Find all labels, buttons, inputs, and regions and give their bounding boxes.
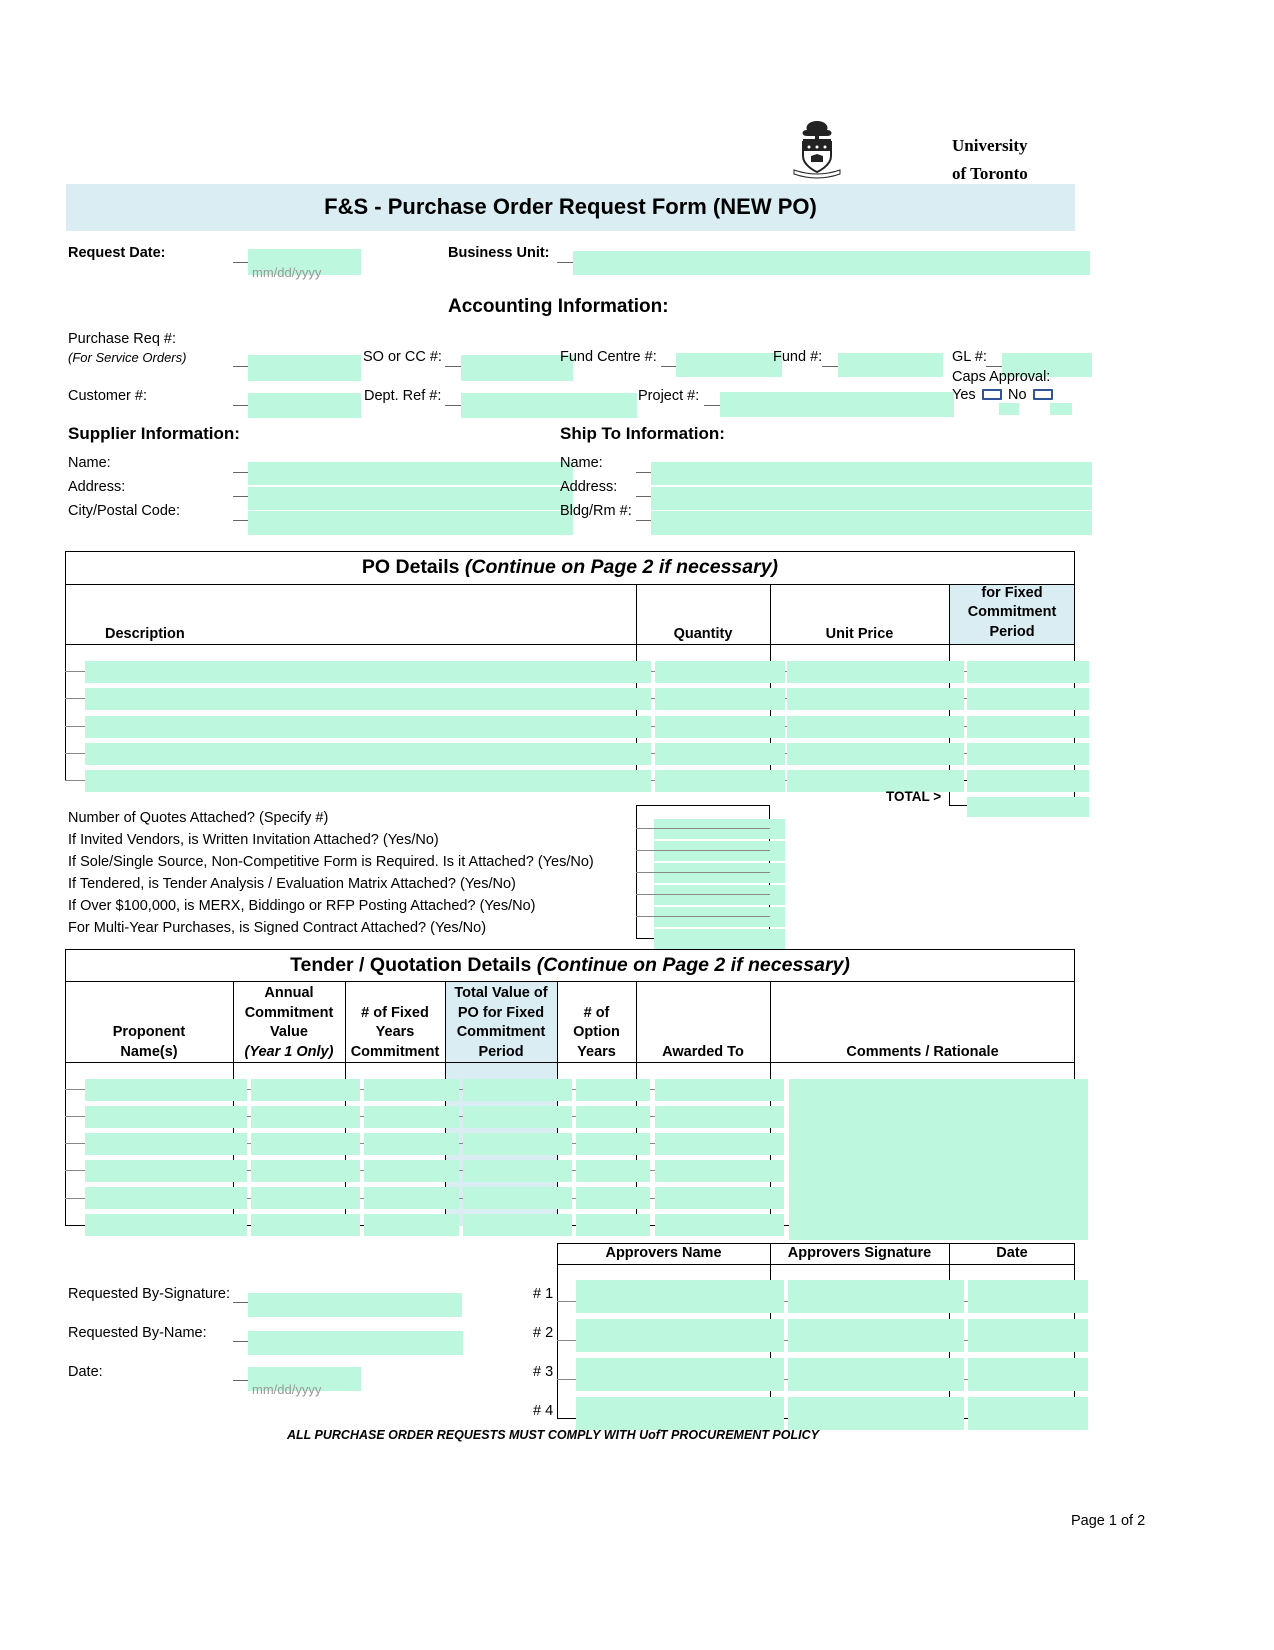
- approver-name-field-1[interactable]: [576, 1280, 784, 1313]
- tender-awarded-field-3[interactable]: [655, 1133, 784, 1155]
- approver-date-field-3[interactable]: [968, 1358, 1088, 1391]
- requested-date-label: Date:: [68, 1364, 103, 1380]
- business-unit-field[interactable]: [573, 251, 1090, 275]
- caps-approval-label: Caps Approval:: [952, 369, 1051, 385]
- tender-col-fixed-l2: Years: [375, 1024, 415, 1040]
- ship-bldg-label: Bldg/Rm #:: [560, 503, 632, 519]
- po-quantity-field-3[interactable]: [655, 716, 785, 738]
- tender-awarded-field-2[interactable]: [655, 1106, 784, 1128]
- po-fixed-commitment-field-4[interactable]: [967, 743, 1089, 765]
- so-cc-label: SO or CC #:: [363, 349, 442, 365]
- po-quantity-field-1[interactable]: [655, 661, 785, 683]
- approver-row-label-4: # 4: [533, 1403, 554, 1419]
- po-unit-price-field-2[interactable]: [787, 688, 964, 710]
- page-number: Page 1 of 2: [1071, 1513, 1146, 1529]
- tender-col-total: [445, 981, 557, 1062]
- tender-fixed-years-field-4[interactable]: [364, 1160, 459, 1182]
- tender-comments-field[interactable]: [789, 1079, 1088, 1240]
- tender-option-years-field-2[interactable]: [576, 1106, 650, 1128]
- tender-fixed-years-field-5[interactable]: [364, 1187, 459, 1209]
- tender-awarded-field-4[interactable]: [655, 1160, 784, 1182]
- ship-address-label: Address:: [560, 479, 618, 495]
- approvers-signature-header: Approvers Signature: [787, 1244, 932, 1261]
- ship-bldg-field[interactable]: [651, 511, 1092, 535]
- caps-no-label: No: [1008, 387, 1027, 403]
- tender-awarded-field-6[interactable]: [655, 1214, 784, 1236]
- fund-centre-label: Fund Centre #:: [560, 349, 657, 365]
- fund-centre-field[interactable]: [676, 353, 782, 377]
- po-unit-price-field-3[interactable]: [787, 716, 964, 738]
- question-5: If Over $100,000, is MERX, Biddingo or RFP Posting Attached? (Yes/No): [68, 898, 536, 914]
- po-quantity-field-2[interactable]: [655, 688, 785, 710]
- tender-proponent-field-1[interactable]: [85, 1079, 247, 1101]
- po-description-field-2[interactable]: [85, 688, 651, 710]
- question-answer-4[interactable]: [654, 885, 785, 905]
- customer-label: Customer #:: [68, 388, 147, 404]
- question-1: Number of Quotes Attached? (Specify #): [68, 810, 329, 826]
- tender-annual-field-3[interactable]: [251, 1133, 360, 1155]
- tender-fixed-years-field-2[interactable]: [364, 1106, 459, 1128]
- approver-signature-field-1[interactable]: [788, 1280, 964, 1313]
- caps-no-fill: [1050, 403, 1072, 415]
- tender-col-fixed-l3: Commitment: [350, 1043, 440, 1060]
- supplier-address-label: Address:: [68, 479, 126, 495]
- tender-proponent-field-5[interactable]: [85, 1187, 247, 1209]
- tender-total-value-field-3[interactable]: [463, 1133, 572, 1155]
- tender-total-value-field-6[interactable]: [463, 1214, 572, 1236]
- tender-annual-field-1[interactable]: [251, 1079, 360, 1101]
- approver-name-field-3[interactable]: [576, 1358, 784, 1391]
- tender-annual-field-2[interactable]: [251, 1106, 360, 1128]
- tender-col-total-l3: Commitment: [456, 1024, 546, 1040]
- question-answer-5[interactable]: [654, 907, 785, 927]
- approver-date-field-4[interactable]: [968, 1397, 1088, 1430]
- supplier-address-field[interactable]: [248, 487, 573, 510]
- approver-signature-field-4[interactable]: [788, 1397, 964, 1430]
- caps-yes-checkbox[interactable]: [982, 389, 1002, 400]
- requested-date-placeholder: mm/dd/yyyy: [252, 1382, 322, 1397]
- dept-ref-field[interactable]: [461, 393, 637, 418]
- tender-option-years-field-3[interactable]: [576, 1133, 650, 1155]
- approver-name-field-2[interactable]: [576, 1319, 784, 1352]
- po-details-title-main: PO Details: [361, 556, 465, 578]
- project-field[interactable]: [720, 392, 954, 417]
- question-answer-6[interactable]: [654, 929, 785, 949]
- po-details-title: [65, 556, 1075, 579]
- project-label: Project #:: [638, 388, 700, 404]
- purchase-req-field[interactable]: [248, 355, 361, 381]
- ship-name-field[interactable]: [651, 462, 1092, 485]
- approver-signature-field-2[interactable]: [788, 1319, 964, 1352]
- business-unit-label: Business Unit:: [448, 245, 550, 261]
- so-cc-field[interactable]: [461, 355, 573, 381]
- tender-col-annual-l4: (Year 1 Only): [244, 1043, 334, 1060]
- po-total-field[interactable]: [967, 797, 1089, 817]
- page-title: F&S - Purchase Order Request Form (NEW PO): [324, 194, 817, 219]
- tender-awarded-field-5[interactable]: [655, 1187, 784, 1209]
- po-fixed-commitment-field-3[interactable]: [967, 716, 1089, 738]
- requested-signature-field[interactable]: [248, 1293, 462, 1317]
- po-unit-price-field-1[interactable]: [787, 661, 964, 683]
- dept-ref-label: Dept. Ref #:: [364, 388, 442, 404]
- fund-label: Fund #:: [773, 349, 823, 365]
- request-date-placeholder: mm/dd/yyyy: [252, 265, 322, 280]
- tender-col-option: [557, 981, 636, 1062]
- po-description-field-1[interactable]: [85, 661, 651, 683]
- tender-option-years-field-5[interactable]: [576, 1187, 650, 1209]
- approver-row-label-2: # 2: [533, 1325, 554, 1341]
- purchase-req-note: (For Service Orders): [68, 350, 187, 365]
- tender-annual-field-5[interactable]: [251, 1187, 360, 1209]
- tender-fixed-years-field-6[interactable]: [364, 1214, 459, 1236]
- po-fixed-commitment-field-5[interactable]: [967, 770, 1089, 792]
- tender-col-annual: [233, 981, 345, 1062]
- tender-col-fixed-l1: # of Fixed: [361, 1004, 429, 1021]
- question-3: If Sole/Single Source, Non-Competitive Form is Required. Is it Attached? (Yes/No): [68, 854, 594, 870]
- tender-col-proponent: [65, 981, 233, 1062]
- tender-proponent-field-2[interactable]: [85, 1106, 247, 1128]
- tender-fixed-years-field-1[interactable]: [364, 1079, 459, 1101]
- requested-name-label: Requested By-Name:: [68, 1325, 207, 1341]
- po-unit-price-field-4[interactable]: [787, 743, 964, 765]
- po-fixed-commitment-field-2[interactable]: [967, 688, 1089, 710]
- tender-col-awarded: Awarded To: [662, 1043, 744, 1060]
- ship-address-field[interactable]: [651, 487, 1092, 510]
- tender-option-years-field-1[interactable]: [576, 1079, 650, 1101]
- purchase-req-label: Purchase Req #:: [68, 331, 177, 347]
- gl-label: GL #:: [952, 349, 987, 365]
- approver-date-field-1[interactable]: [968, 1280, 1088, 1313]
- ship-to-heading: Ship To Information:: [560, 424, 725, 443]
- question-6: For Multi-Year Purchases, is Signed Contract Attached? (Yes/No): [68, 920, 487, 936]
- approvers-date-header: Date: [996, 1244, 1028, 1261]
- tender-title-note: (Continue on Page 2 if necessary): [536, 954, 850, 976]
- approvers-name-header: Approvers Name: [605, 1244, 722, 1261]
- caps-yes-label: Yes: [952, 387, 976, 403]
- approver-row-label-1: # 1: [533, 1286, 554, 1302]
- policy-note: ALL PURCHASE ORDER REQUESTS MUST COMPLY WITH UofT PROCUREMENT POLICY: [287, 1428, 819, 1442]
- tender-col-option-l1: # of: [583, 1004, 610, 1021]
- approver-date-field-2[interactable]: [968, 1319, 1088, 1352]
- university-crest-icon: [789, 118, 845, 182]
- tender-col-total-l1: Total Value of: [454, 985, 548, 1001]
- tender-proponent-field-6[interactable]: [85, 1214, 247, 1236]
- po-col-description: Description: [105, 625, 185, 642]
- po-quantity-field-4[interactable]: [655, 743, 785, 765]
- question-answer-1[interactable]: [654, 819, 785, 839]
- tender-title-main: Tender / Quotation Details: [290, 954, 537, 976]
- po-details-title-note: (Continue on Page 2 if necessary): [464, 556, 779, 578]
- tender-col-fixed: [345, 981, 445, 1062]
- tender-col-total-l4: Period: [478, 1043, 524, 1060]
- tender-col-option-l2: Option: [573, 1024, 620, 1040]
- approver-signature-field-3[interactable]: [788, 1358, 964, 1391]
- question-2: If Invited Vendors, is Written Invitation Attached? (Yes/No): [68, 832, 439, 848]
- approver-row-label-3: # 3: [533, 1364, 554, 1380]
- po-description-field-5[interactable]: [85, 770, 651, 792]
- po-quantity-field-5[interactable]: [655, 770, 785, 792]
- tender-annual-field-4[interactable]: [251, 1160, 360, 1182]
- supplier-city-label: City/Postal Code:: [68, 503, 181, 519]
- tender-col-annual-l2: Commitment: [244, 1004, 334, 1021]
- tender-col-option-l3: Years: [577, 1043, 616, 1060]
- tender-annual-field-6[interactable]: [251, 1214, 360, 1236]
- supplier-city-field[interactable]: [248, 511, 573, 535]
- tender-total-value-field-5[interactable]: [463, 1187, 572, 1209]
- customer-field[interactable]: [248, 393, 361, 418]
- tender-col-annual-l3: Value: [270, 1024, 308, 1040]
- ship-name-label: Name:: [560, 455, 603, 471]
- tender-option-years-field-6[interactable]: [576, 1214, 650, 1236]
- supplier-name-label: Name:: [68, 455, 111, 471]
- po-description-field-4[interactable]: [85, 743, 651, 765]
- supplier-name-field[interactable]: [248, 462, 573, 485]
- tender-total-value-field-1[interactable]: [463, 1079, 572, 1101]
- caps-yes-fill: [999, 403, 1019, 415]
- po-col-fixed-commitment: for Fixed Commitment Period: [967, 584, 1057, 640]
- requested-signature-label: Requested By-Signature:: [68, 1286, 231, 1302]
- question-answer-3[interactable]: [654, 863, 785, 883]
- approver-name-field-4[interactable]: [576, 1397, 784, 1430]
- tender-col-annual-l1: Annual: [264, 985, 314, 1001]
- requested-name-field[interactable]: [248, 1331, 463, 1355]
- caps-no-checkbox[interactable]: [1033, 389, 1053, 400]
- po-col-quantity: Quantity: [673, 625, 733, 642]
- tender-proponent-field-4[interactable]: [85, 1160, 247, 1182]
- tender-option-years-field-4[interactable]: [576, 1160, 650, 1182]
- accounting-heading: Accounting Information:: [448, 296, 669, 317]
- tender-col-proponent-l2: Name(s): [120, 1043, 178, 1060]
- tender-total-value-field-4[interactable]: [463, 1160, 572, 1182]
- fund-field[interactable]: [838, 353, 943, 377]
- po-description-field-3[interactable]: [85, 716, 651, 738]
- question-answer-2[interactable]: [654, 841, 785, 861]
- po-col-unit-price: Unit Price: [825, 625, 894, 642]
- university-name-line1: University: [952, 136, 1028, 155]
- tender-proponent-field-3[interactable]: [85, 1133, 247, 1155]
- question-4: If Tendered, is Tender Analysis / Evaluation Matrix Attached? (Yes/No): [68, 876, 516, 892]
- request-date-label: Request Date:: [68, 245, 166, 261]
- tender-col-total-l2: PO for Fixed: [457, 1004, 545, 1021]
- tender-col-proponent-l1: Proponent: [112, 1024, 186, 1040]
- tender-total-value-field-2[interactable]: [463, 1106, 572, 1128]
- po-total-label: TOTAL >: [886, 789, 942, 804]
- tender-awarded-field-1[interactable]: [655, 1079, 784, 1101]
- supplier-heading: Supplier Information:: [68, 424, 240, 443]
- po-fixed-commitment-field-1[interactable]: [967, 661, 1089, 683]
- university-name-line2: of Toronto: [952, 164, 1028, 183]
- tender-col-comments: Comments / Rationale: [846, 1043, 999, 1060]
- tender-fixed-years-field-3[interactable]: [364, 1133, 459, 1155]
- tender-title: [65, 954, 1075, 977]
